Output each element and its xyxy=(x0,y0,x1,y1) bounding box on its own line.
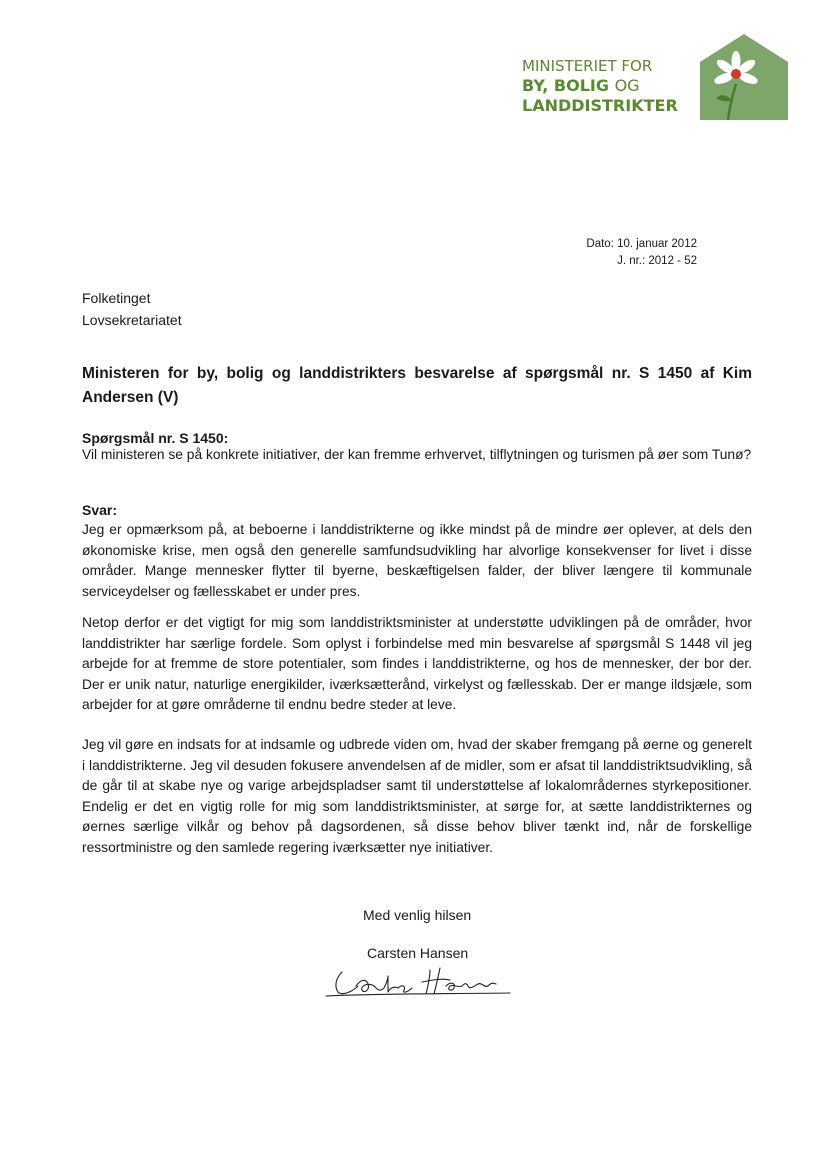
ministry-logo xyxy=(522,34,788,124)
logo-line-1: MINISTERIET FOR xyxy=(522,57,653,75)
house-flower-icon xyxy=(700,34,788,120)
answer-paragraph-2: Netop derfor er det vigtigt for mig som landdistriktsminister at understøtte udviklingen på de områder, hvor landdistrikter har særlige fordele. Som oplyst i forbindelse med min besvarelse af spørgsmål S 1448 vil jeg arbejde for at fremme de store potentialer, som findes i landdistrikterne, og hos de mennesker, der bor der. Der er unik natur, naturlige energikilder, iværksætterånd, virkelyst og fællesskab. Der er mange ildsjæle, som arbejder for at gøre områderne til endnu bedre steder at leve. xyxy=(82,615,752,712)
date-block xyxy=(560,236,697,270)
journal-number: J. nr.: 2012 - 52 xyxy=(617,255,697,267)
logo-line-2 xyxy=(522,76,678,96)
question-label: Spørgsmål nr. S 1450: xyxy=(82,430,229,446)
answer-label: Svar: xyxy=(82,502,118,518)
answer-paragraph-3: Jeg vil gøre en indsats for at indsamle og udbrede viden om, hvad der skaber fremgang på øerne og generelt i landdistrikterne. Jeg vil desuden fokusere anvendelsen af de midler, som er afsat til landdistriktsudvikling, så de går til at skabe nye og varige arbejdspladser samt til understøttelse af lokalområdernes styrkepositioner. Endelig er det en vigtig rolle for mig som landdistriktsminister, at sørge for, at sætte landdistrikternes og øernes særlige vilkår og behov på dagsordenen, så disse behov bliver tænkt ind, når de forskellige ressortministre og den samlede regering iværksætter nye initiativer. xyxy=(82,737,752,855)
logo-line-2-light: OG xyxy=(614,76,640,95)
letter-title: Ministeren for by, bolig og landdistrikters besvarelse af spørgsmål nr. S 1450 af Kim Andersen (V) xyxy=(82,365,752,406)
logo-line-3: LANDDISTRIKTER xyxy=(522,96,678,115)
signer-name: Carsten Hansen xyxy=(367,945,469,961)
addressee-block xyxy=(82,287,182,331)
logo-wordmark xyxy=(522,56,678,116)
handwritten-signature xyxy=(322,964,514,1002)
question-text: Vil ministeren se på konkrete initiativer, der kan fremme erhvervet, tilflytningen og turismen på øer som Tunø? xyxy=(82,447,752,462)
addressee-line-1: Folketinget xyxy=(82,290,151,306)
addressee-line-2: Lovsekretariatet xyxy=(82,312,182,328)
answer-paragraph-1: Jeg er opmærksom på, at beboerne i landdistrikterne og ikke mindst på de mindre øer oplever, at dels den økonomiske krise, men også den generelle samfundsudvikling har alvorlige konsekvenser for livet i disse områder. Mange mennesker flytter til byerne, beskæftigelsen falder, der bliver længere til kommunale serviceydelser og fællesskabet er under pres. xyxy=(82,522,752,599)
closing-greeting: Med venlig hilsen xyxy=(363,907,472,923)
letter-date: Dato: 10. januar 2012 xyxy=(586,238,697,250)
logo-line-2-bold: BY, BOLIG xyxy=(522,76,609,95)
